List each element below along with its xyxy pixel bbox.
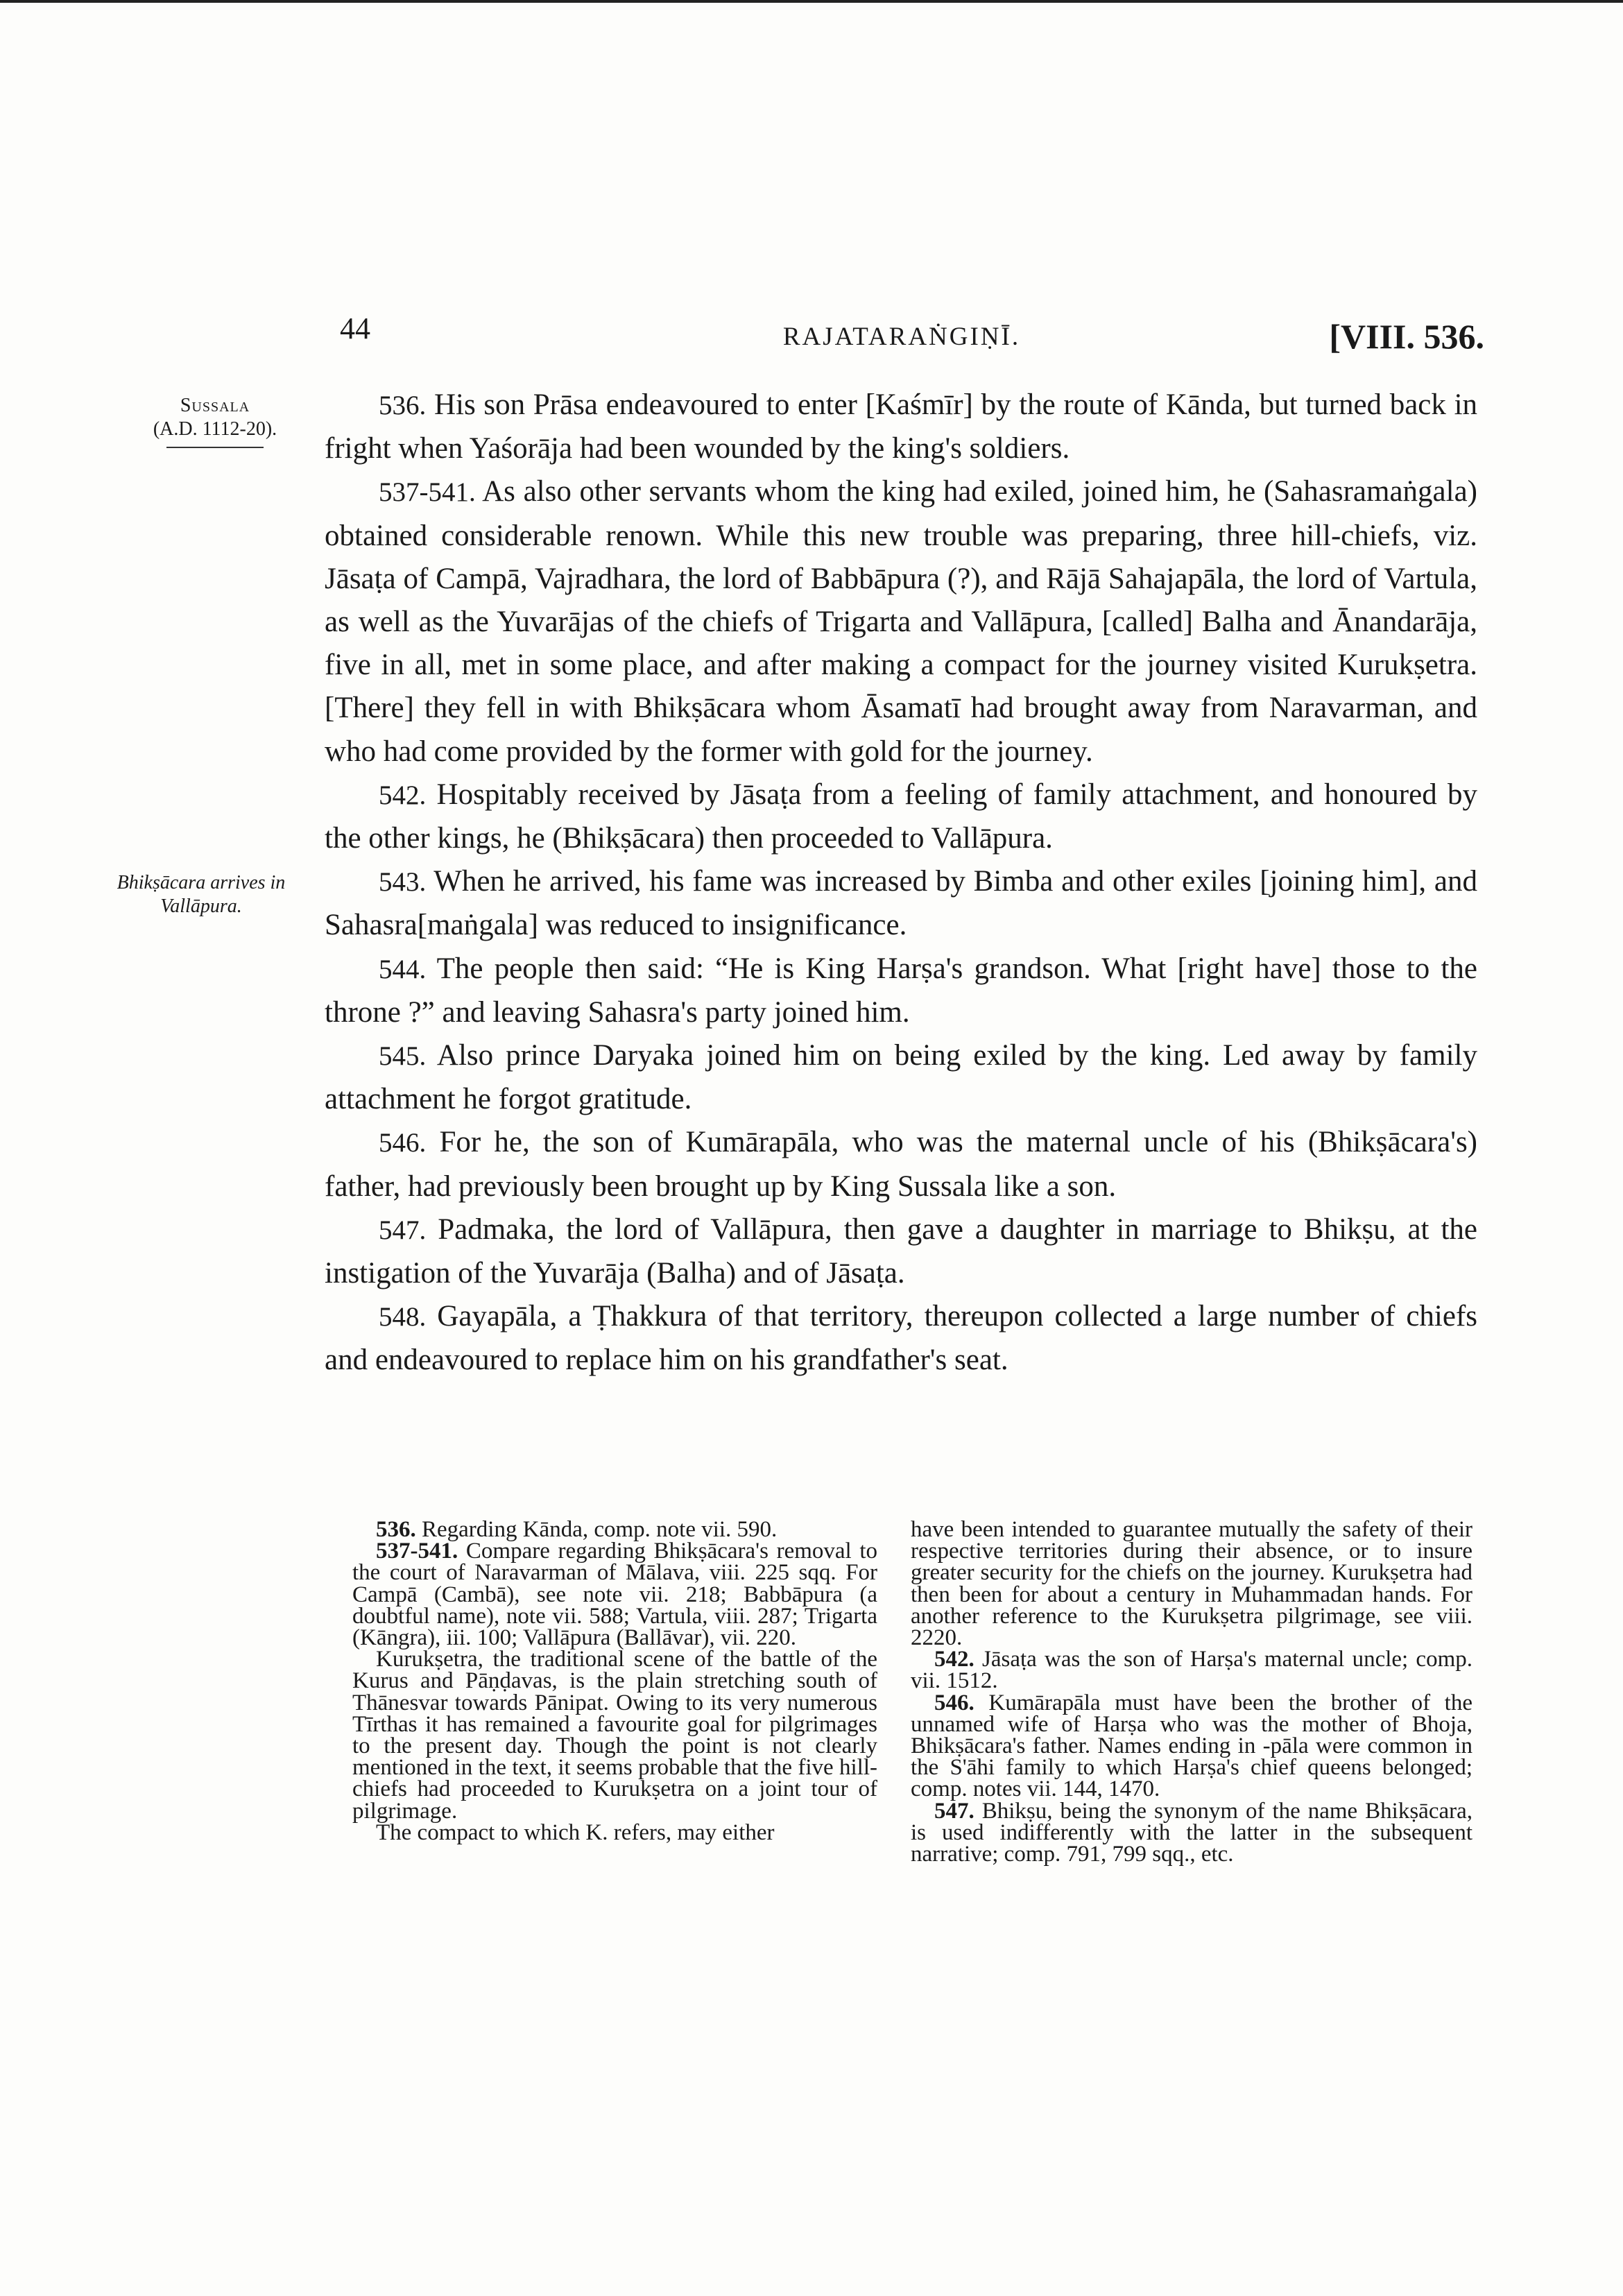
footnote-number: 537-541. (376, 1539, 458, 1564)
footnote-number: 546. (934, 1690, 974, 1715)
verse-text: His son Prāsa endeavoured to enter [Kaśmīr] by the route of Kānda, but turned back in fright when Yaśorāja had been wounded by the king's soldiers. (325, 388, 1478, 465)
verse-number: 543. (379, 867, 427, 898)
verse-number: 544. (379, 954, 427, 984)
running-title: RAJATARAṄGIṆĪ. (782, 323, 1021, 351)
section-reference: [VIII. 536. (1329, 317, 1484, 356)
footnote-text: Bhikṣu, being the synonym of the name Bhikṣācara, is used indifferently with the latter in the subsequent narrative; comp. 791, 799 sqq., etc. (911, 1798, 1473, 1867)
footnote-text: Compare regarding Bhikṣācara's removal to the court of Naravarman of Mālava, viii. 225 sqq. For Campā (Cambā), see note vii. 218; Babbāpura (a doubtful name), note vii. 588; Vartula, viii. 287; Trigarta (Kāngra), iii. 100; Vallāpura (Ballāvar), vii. 220. (352, 1539, 877, 1651)
page-header (319, 311, 1484, 359)
verse-537-541 (325, 470, 1477, 773)
page-number: 44 (340, 311, 370, 345)
footnote-546 (911, 1690, 1472, 1802)
verse-number: 542. (379, 780, 427, 810)
verse-text: Padmaka, the lord of Vallāpura, then gave a daughter in marriage to Bhikṣu, at the instigation of the Yuvarāja (Balha) and of Jāsaṭa. (325, 1213, 1477, 1290)
footnote-kuruksetra: Kurukṣetra, the traditional scene of the battle of the Kurus and Pāṇḍavas, is the plain stretching south of Thānesvar towards Pānipat. Owing to its very numerous Tīrthas it has remained a favourite goal for pilgrimages to the present day. Though the point is not clearly mentioned in the text, it seems probable that the five hill-chiefs had proceeded to Kurukṣetra on a joint tour of pilgrimage. (352, 1647, 877, 1824)
verse-number: 546. (379, 1128, 427, 1158)
footnote-text: Jāsaṭa was the son of Harṣa's maternal uncle; comp. vii. 1512. (911, 1647, 1472, 1694)
verse-number: 536. (379, 391, 427, 420)
verse-536 (325, 384, 1477, 470)
verse-text: When he arrived, his fame was increased by Bimba and other exiles [joining him], and Sahasra[maṅgala] was reduced to insignificance. (325, 865, 1477, 942)
footnote-542 (911, 1649, 1472, 1692)
footnote-number: 542. (934, 1647, 974, 1672)
verse-543 (325, 860, 1477, 947)
footnote-compact-continued: have been intended to guarantee mutually the safety of their respective territories during their absence, or to insure greater security for the chiefs on the journey. Kurukṣetra had then been for about a century in Muhammadan hands. For another reference to the Kurukṣetra pilgrimage, see viii. 2220. (911, 1517, 1472, 1651)
footnote-text: Regarding Kānda, comp. note vii. 590. (422, 1517, 778, 1542)
footnote-compact: The compact to which K. refers, may either (376, 1819, 775, 1845)
verse-text: Hospitably received by Jāsaṭa from a feeling of family attachment, and honoured by the other kings, he (Bhikṣācara) then proceeded to Vallāpura. (325, 778, 1478, 855)
footnote-536 (352, 1519, 877, 1541)
margin-note-king-name: Sussala (180, 395, 250, 416)
margin-note-bhiksacara (76, 871, 326, 918)
verse-545 (325, 1034, 1477, 1121)
margin-note-bhiksacara-text: Bhikṣācara arrives in Vallāpura. (117, 872, 286, 917)
verse-text: As also other servants whom the king had exiled, joined him, he (Sahasramaṅgala) obtained considerable renown. While this new trouble was preparing, three hill-chiefs, viz. Jāsaṭa of Campā, Vajradhara, the lord of Babbāpura (?), and Rājā Sahajapāla, the lord of Vartula, as well as the Yuvarājas of the chiefs of Trigarta and Vallāpura, [called] Balha and Ānandarāja, five in all, met in some place, and after making a compact for the journey visited Kurukṣetra. [There] they fell in with Bhikṣācara whom Āsamatī had brought away from Naravarman, and who had come provided by the former with gold for the journey. (325, 475, 1477, 768)
footnotes-left-column (352, 1519, 877, 1844)
footnote-547 (911, 1798, 1473, 1867)
verse-number: 537-541. (379, 477, 476, 508)
verse-text: Also prince Daryaka joined him on being exiled by the king. Led away by family attachment he forgot gratitude. (325, 1039, 1477, 1116)
verse-text: The people then said: “He is King Harṣa's grandson. What [right have] those to the throne ?” and leaving Sahasra's party joined him. (325, 952, 1477, 1029)
main-text (325, 384, 1477, 1382)
verse-text: For he, the son of Kumārapāla, who was the maternal uncle of his (Bhikṣācara's) father, had previously been brought up by King Sussala like a son. (325, 1126, 1477, 1203)
footnote-text: Kumārapāla must have been the brother of the unnamed wife of Harṣa who was the mother of Bhoja, Bhikṣācara's father. Names ending in -pāla were common in the S'āhi family to which Harṣa's chief queens belonged; comp. notes vii. 144, 1470. (911, 1690, 1472, 1802)
footnote-number: 536. (376, 1517, 416, 1542)
verse-number: 547. (379, 1215, 427, 1245)
verse-number: 548. (379, 1302, 427, 1333)
verse-542 (325, 773, 1477, 860)
verse-548 (325, 1295, 1477, 1382)
verse-546 (325, 1121, 1477, 1208)
top-border (0, 0, 1623, 3)
margin-note-king (146, 394, 284, 448)
verse-text: Gayapāla, a Ṭhakkura of that territory, thereupon collected a large number of chiefs and endeavoured to replace him on his grandfather's seat. (325, 1300, 1478, 1377)
footnotes-right-column (911, 1519, 1472, 1865)
verse-544 (325, 948, 1477, 1034)
margin-note-king-years: (A.D. 1112-20). (153, 418, 277, 440)
footnote-number: 547. (934, 1798, 974, 1824)
footnote-537-541 (352, 1541, 877, 1649)
verse-number: 545. (379, 1041, 427, 1072)
verse-547 (325, 1208, 1477, 1295)
margin-note-rule (166, 447, 264, 448)
